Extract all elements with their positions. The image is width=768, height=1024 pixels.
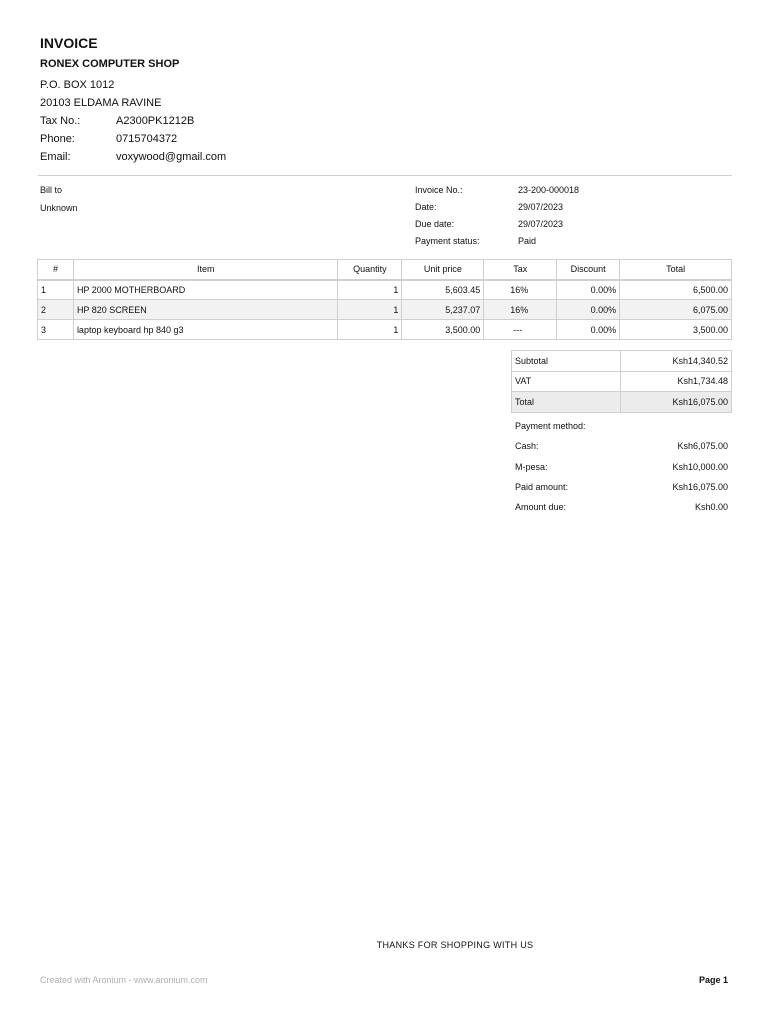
item-discount: 0.00%: [557, 280, 620, 300]
column-header-tax: Tax: [484, 260, 557, 280]
subtotal-row: [512, 351, 732, 372]
row-number: 2: [38, 300, 74, 320]
paid-amount-label: Paid amount:: [515, 482, 569, 492]
table-row: [38, 320, 732, 340]
vat-row: [512, 371, 732, 392]
item-quantity: 1: [338, 320, 402, 340]
phone-label: Phone:: [40, 133, 75, 145]
vat-label: VAT: [512, 371, 621, 392]
item-discount: 0.00%: [557, 300, 620, 320]
cash-value: Ksh6,075.00: [677, 441, 728, 451]
mpesa-label: M-pesa:: [515, 462, 548, 472]
thanks-message: THANKS FOR SHOPPING WITH US: [376, 940, 534, 950]
item-total: 3,500.00: [620, 320, 732, 340]
item-quantity: 1: [338, 280, 402, 300]
page-number: Page 1: [698, 975, 728, 985]
item-tax: 16%: [484, 280, 557, 300]
column-header-unit-price: Unit price: [402, 260, 484, 280]
date-value: 29/07/2023: [518, 202, 564, 212]
item-tax: 16%: [484, 300, 557, 320]
total-label: Total: [512, 392, 621, 413]
table-row: [38, 280, 732, 300]
address-line-2: 20103 ELDAMA RAVINE: [40, 97, 162, 109]
item-name: HP 2000 MOTHERBOARD: [73, 280, 338, 300]
item-total: 6,075.00: [620, 300, 732, 320]
email-label: Email:: [40, 151, 71, 163]
tax-value: A2300PK1212B: [116, 115, 195, 127]
column-header-item: Item: [73, 260, 338, 280]
row-number: 1: [38, 280, 74, 300]
amount-due-value: Ksh0.00: [694, 502, 728, 512]
paid-amount-value: Ksh16,075.00: [672, 482, 728, 492]
invoice-number-value: 23-200-000018: [518, 185, 580, 195]
item-unit-price: 3,500.00: [402, 320, 484, 340]
payment-method-label: Payment method:: [515, 421, 586, 431]
column-header-discount: Discount: [557, 260, 620, 280]
item-name: laptop keyboard hp 840 g3: [73, 320, 338, 340]
item-name: HP 820 SCREEN: [73, 300, 338, 320]
bill-to-name: Unknown: [40, 203, 78, 213]
cash-label: Cash:: [515, 441, 539, 451]
email-value: voxywood@gmail.com: [116, 151, 227, 163]
shop-name: RONEX COMPUTER SHOP: [40, 58, 180, 70]
payment-status-label: Payment status:: [415, 236, 480, 246]
bill-to-label: Bill to: [40, 185, 63, 195]
phone-value: 0715704372: [116, 133, 178, 145]
invoice-title: INVOICE: [40, 35, 98, 51]
table-row: [38, 300, 732, 320]
amount-due-label: Amount due:: [515, 502, 567, 512]
date-label: Date:: [415, 202, 437, 212]
due-date-value: 29/07/2023: [518, 219, 564, 229]
due-date-label: Due date:: [415, 219, 455, 229]
mpesa-value: Ksh10,000.00: [672, 462, 728, 472]
invoice-number-label: Invoice No.:: [415, 185, 463, 195]
vat-value: Ksh1,734.48: [621, 371, 732, 392]
total-value: Ksh16,075.00: [621, 392, 732, 413]
items-table: [37, 259, 732, 340]
subtotal-value: Ksh14,340.52: [621, 351, 732, 372]
subtotal-label: Subtotal: [512, 351, 621, 372]
address-line-1: P.O. BOX 1012: [40, 79, 115, 91]
item-discount: 0.00%: [557, 320, 620, 340]
item-unit-price: 5,603.45: [402, 280, 484, 300]
item-total: 6,500.00: [620, 280, 732, 300]
total-row: [512, 392, 732, 413]
item-quantity: 1: [338, 300, 402, 320]
items-header-row: [38, 260, 732, 280]
column-header-number: #: [38, 260, 74, 280]
totals-table: [511, 350, 732, 413]
item-unit-price: 5,237.07: [402, 300, 484, 320]
column-header-quantity: Quantity: [338, 260, 402, 280]
item-tax: ---: [484, 320, 557, 340]
tax-label: Tax No.:: [40, 115, 81, 127]
header-divider: [38, 175, 732, 176]
column-header-total: Total: [620, 260, 732, 280]
created-with-note: Created with Aronium - www.aronium.com: [40, 975, 208, 985]
row-number: 3: [38, 320, 74, 340]
payment-status-value: Paid: [518, 236, 537, 246]
